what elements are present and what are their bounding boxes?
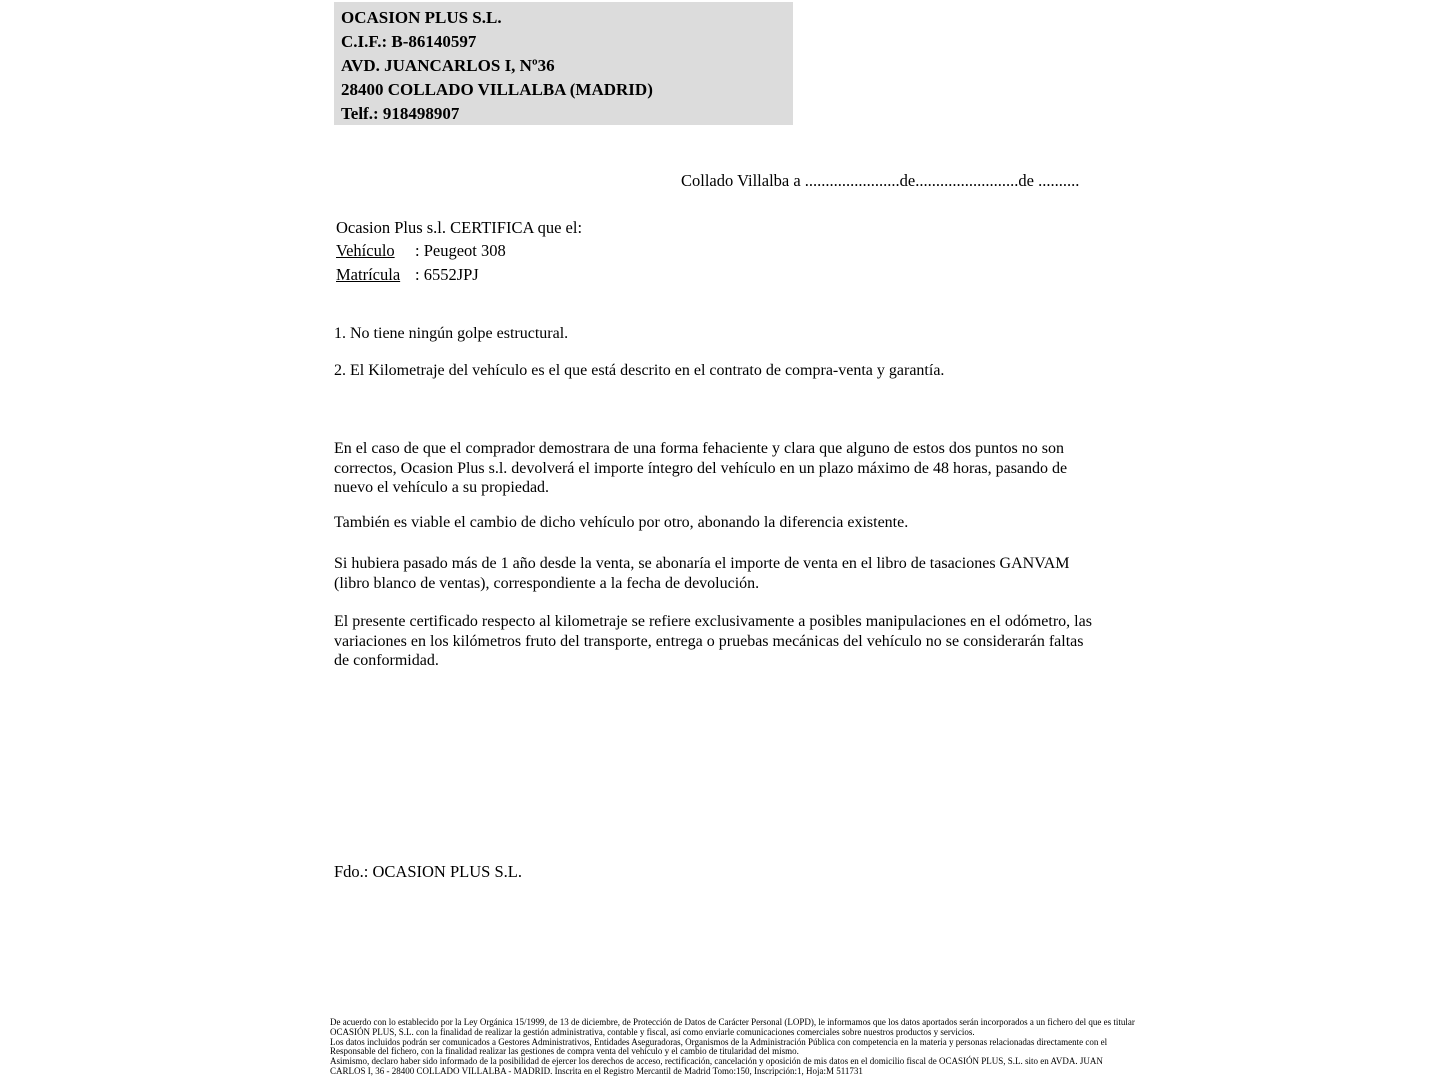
legal-line: De acuerdo con lo establecido por la Ley Orgánica 15/1999, de 13 de diciembre, de Protección de Datos de Carácter Personal (LOPD), le informamos que los datos aportados serán incorporados a un fichero del que es titular [330, 1017, 1135, 1027]
date-place-line: Collado Villalba a .......................de.........................de .......... [681, 171, 1080, 190]
company-header-block [334, 2, 793, 125]
paragraph-odometer-disclaimer: El presente certificado respecto al kilometraje se refiere exclusivamente a posibles manipulaciones en el odómetro, las variaciones en los kilómetros fruto del transporte, entrega o pruebas mecánicas del vehículo no se considerarán faltas de conformidad. [334, 613, 1092, 669]
company-city: 28400 COLLADO VILLALBA (MADRID) [341, 80, 653, 99]
company-name: OCASION PLUS S.L. [341, 8, 502, 27]
signature-line: Fdo.: OCASION PLUS S.L. [334, 862, 522, 881]
paragraph-exchange-option: También es viable el cambio de dicho vehículo por otro, abonando la diferencia existente. [334, 514, 909, 531]
certify-intro: Ocasion Plus s.l. CERTIFICA que el: [336, 218, 583, 237]
legal-line: Los datos incluidos podrán ser comunicados a Gestores Administrativos, Entidades Aseguradoras, Organismos de la Administración Pública con competencia en la materia y personas relacionadas directamente con el [330, 1036, 1108, 1047]
legal-line: CARLOS I, 36 - 28400 COLLADO VILLALBA - MADRID. Inscrita en el Registro Mercantil de Madrid Tomo:150, Inscripción:1, Hoja:M 511731 [330, 1065, 863, 1076]
company-address: AVD. JUANCARLOS I, Nº36 [341, 56, 555, 75]
company-phone: Telf.: 918498907 [341, 104, 460, 123]
vehicle-value: : Peugeot 308 [415, 241, 506, 261]
plate-value: : 6552JPJ [415, 264, 479, 284]
paragraph-ganvam-valuation: Si hubiera pasado más de 1 año desde la venta, se abonaría el importe de venta en el libro de tasaciones GANVAM (libro blanco de ventas), correspondiente a la fecha de devolución. [334, 555, 1070, 592]
company-cif: C.I.F.: B-86140597 [341, 32, 477, 51]
legal-fine-print [330, 1017, 1135, 1077]
vehicle-row [336, 239, 582, 262]
paragraph-refund-terms: En el caso de que el comprador demostrara de una forma fehaciente y clara que alguno de estos dos puntos no son correctos, Ocasion Plus s.l. devolverá el importe íntegro del vehículo en un plazo máximo de 48 horas, pasando de nuevo el vehículo a su propiedad. [334, 440, 1068, 496]
condition-point-2: 2. El Kilometraje del vehículo es el que está descrito en el contrato de compra-venta y garantía. [334, 362, 945, 379]
legal-line: OCASIÓN PLUS, S.L. con la finalidad de realizar la gestión administrativa, contable y fiscal, así como enviarle comunicaciones comerciales sobre nuestros productos y servicios. [330, 1026, 975, 1037]
condition-point-1: 1. No tiene ningún golpe estructural. [334, 325, 569, 342]
plate-label: Matrícula [336, 264, 401, 284]
legal-line: Responsable del fichero, con la finalidad realizar las gestiones de compra venta del vehículo y el cambio de titularidad del mismo. [330, 1046, 799, 1057]
legal-line: Asimismo, declaro haber sido informado de la posibilidad de ejercer los derechos de acceso, rectificación, cancelación y oposición de mis datos en el domicilio fiscal de OCASIÓN PLUS, S.L. sito en AVDA. JUAN [330, 1056, 1103, 1067]
vehicle-label: Vehículo [336, 241, 395, 261]
plate-row [336, 263, 582, 286]
certify-block [336, 216, 582, 286]
